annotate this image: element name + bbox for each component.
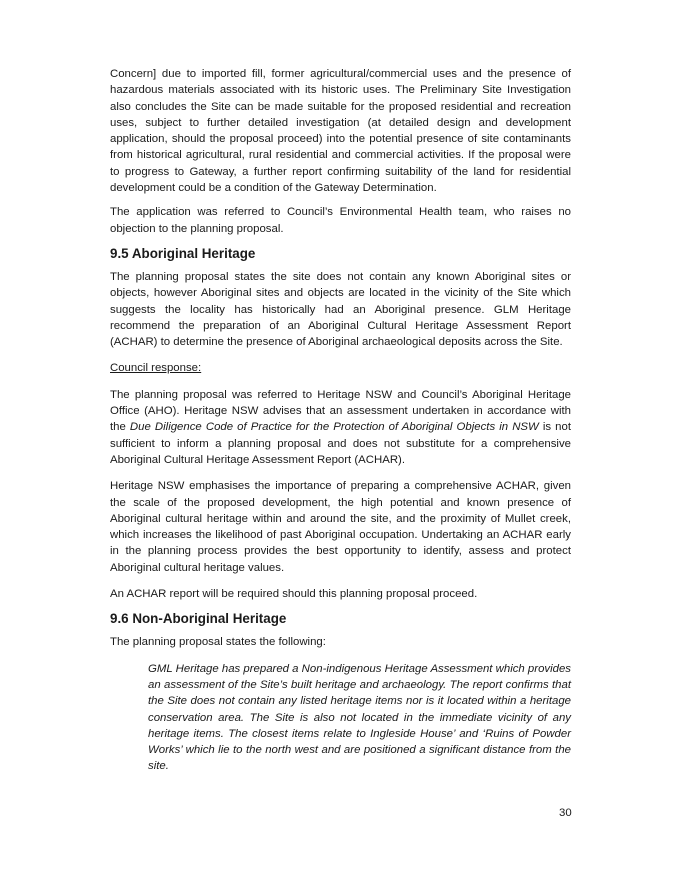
paragraph-achar-required: An ACHAR report will be required should this planning proposal proceed. xyxy=(110,588,478,601)
heading-non-aboriginal-heritage: 9.6 Non-Aboriginal Heritage xyxy=(110,611,287,627)
page-number: 30 xyxy=(559,807,572,819)
due-diligence-code-title: Due Diligence Code of Practice for the Protection of Aboriginal Objects in NSW xyxy=(129,421,539,434)
referral-text-b: is not sufficient to inform a planning proposal and does not substitute for a comprehensive Aboriginal Cultural Heritage Assessment Report (ACHAR). xyxy=(110,421,571,466)
council-response-label xyxy=(110,360,571,376)
council-response-text: Council response: xyxy=(110,362,202,375)
quote-gml-heritage: GML Heritage has prepared a Non-indigenous Heritage Assessment which provides an assessment of the Site’s built heritage and archaeology. The report confirms that the Site does not contain any listed heritage items nor is it located within a heritage conservation area. The Site is also not located in the immediate vicinity of any heritage items. The closest items relate to Ingleside House’ and ‘Ruins of Powder Works’ which lie to the north west and are positioned a significant distance from the site. xyxy=(148,662,571,773)
paragraph-contamination: Concern] due to imported fill, former agricultural/commercial uses and the presence of hazardous materials associated with its historic uses. The Preliminary Site Investigation also concludes the Site can be made suitable for the proposed residential and recreation uses, subject to further detailed investigation (at detailed design and development application, should the proposal proceed) into the potential presence of site contaminants from historical agricultural, rural residential and commercial activities. If the proposal were to progress to Gateway, a further report confirming suitability of the land for residential development could be a condition of the Gateway Determination. xyxy=(110,68,571,195)
paragraph-heritage-nsw-referral xyxy=(110,387,571,468)
paragraph-achar-importance: Heritage NSW emphasises the importance of preparing a comprehensive ACHAR, given the scale of the proposed development, the high potential and known presence of Aboriginal cultural heritage within and around the site, and the proximity of Mullet creek, which increases the likelihood of past Aboriginal occupation. Undertaking an ACHAR early in the planning process provides the best opportunity to identify, assess and protect Aboriginal cultural heritage values. xyxy=(110,480,571,574)
referral-text-a: The planning proposal was referred to Heritage NSW and Council’s Aboriginal Heritage Office (AHO). Heritage NSW advises that an assessment undertaken in accordance with the xyxy=(110,388,571,434)
document-page xyxy=(110,66,571,775)
paragraph-proposal-states: The planning proposal states the following: xyxy=(110,636,326,649)
heading-aboriginal-heritage: 9.5 Aboriginal Heritage xyxy=(110,245,256,261)
paragraph-env-health: The application was referred to Council’s Environmental Health team, who raises no objection to the planning proposal. xyxy=(110,206,571,235)
paragraph-aboriginal-summary: The planning proposal states the site does not contain any known Aboriginal sites or objects, however Aboriginal sites and objects are located in the vicinity of the Site which suggests the locality has historically had an Aboriginal presence. GLM Heritage recommend the preparation of an Aboriginal Cultural Heritage Assessment Report (ACHAR) to determine the presence of Aboriginal archaeological deposits across the Site. xyxy=(110,270,571,349)
